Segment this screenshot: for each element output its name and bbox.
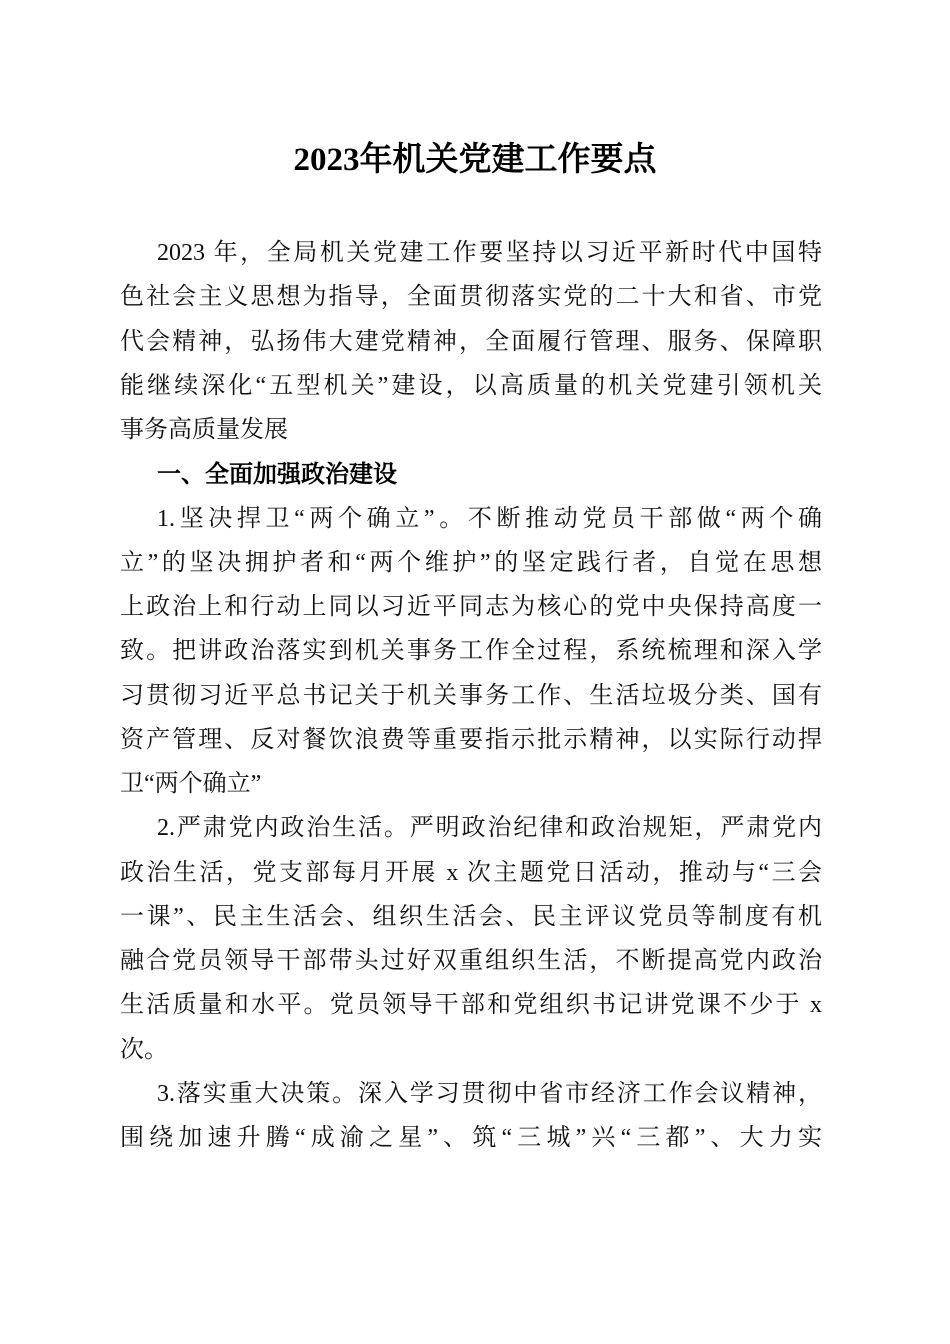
text-line: 色社会主义思想为指导，全面贯彻落实党的二十大和省、市党: [120, 284, 822, 311]
text-line: 3.落实重大决策。深入学习贯彻中省市经济工作会议精神，: [157, 1080, 822, 1107]
text-line: 致。把讲政治落实到机关事务工作全过程，系统梳理和深入学: [120, 638, 822, 665]
document-body: [120, 231, 822, 1160]
text-line: 2023 年，全局机关党建工作要坚持以习近平新时代中国特: [157, 240, 822, 266]
text-line: 资产管理、反对餐饮浪费等重要指示批示精神，以实际行动捍: [120, 726, 822, 753]
text-line: 生活质量和水平。党员领导干部和党组织书记讲党课不少于 x: [120, 992, 822, 1019]
text-line: 围绕加速升腾“成渝之星”、筑“三城”兴“三都”、大力实: [120, 1125, 822, 1151]
text-line: 代会精神，弘扬伟大建党精神，全面履行管理、服务、保障职: [120, 328, 822, 355]
item-paragraph-1: [120, 497, 822, 807]
text-line: 能继续深化“五型机关”建设，以高质量的机关党建引领机关: [120, 372, 822, 399]
text-line: 上政治上和行动上同以习近平同志为核心的党中央保持高度一: [120, 594, 822, 620]
text-line: 次。: [120, 1036, 168, 1063]
item-paragraph-3: [120, 1072, 822, 1161]
text-line: 事务高质量发展: [120, 417, 288, 443]
item-paragraph-2: [120, 806, 822, 1072]
text-line: 一课”、民主生活会、组织生活会、民主评议党员等制度有机: [120, 903, 822, 930]
text-line: 政治生活，党支部每月开展 x 次主题党日活动，推动与“三会: [120, 859, 822, 886]
text-line: 融合党员领导干部带头过好双重组织生活，不断提高党内政治: [120, 948, 822, 974]
text-line: 立”的坚决拥护者和“两个维护”的坚定践行者，自觉在思想: [120, 549, 822, 576]
document-title: 2023年机关党建工作要点: [293, 142, 657, 178]
text-line: 卫“两个确立”: [120, 771, 262, 797]
section-heading: 一、全面加强政治建设: [157, 460, 397, 489]
text-line: 习贯彻习近平总书记关于机关事务工作、生活垃圾分类、国有: [120, 682, 822, 709]
intro-paragraph: [120, 231, 822, 452]
text-line: 1.坚决捍卫“两个确立”。不断推动党员干部做“两个确: [157, 505, 822, 532]
text-line: 2.严肃党内政治生活。严明政治纪律和政治规矩，严肃党内: [157, 815, 822, 842]
